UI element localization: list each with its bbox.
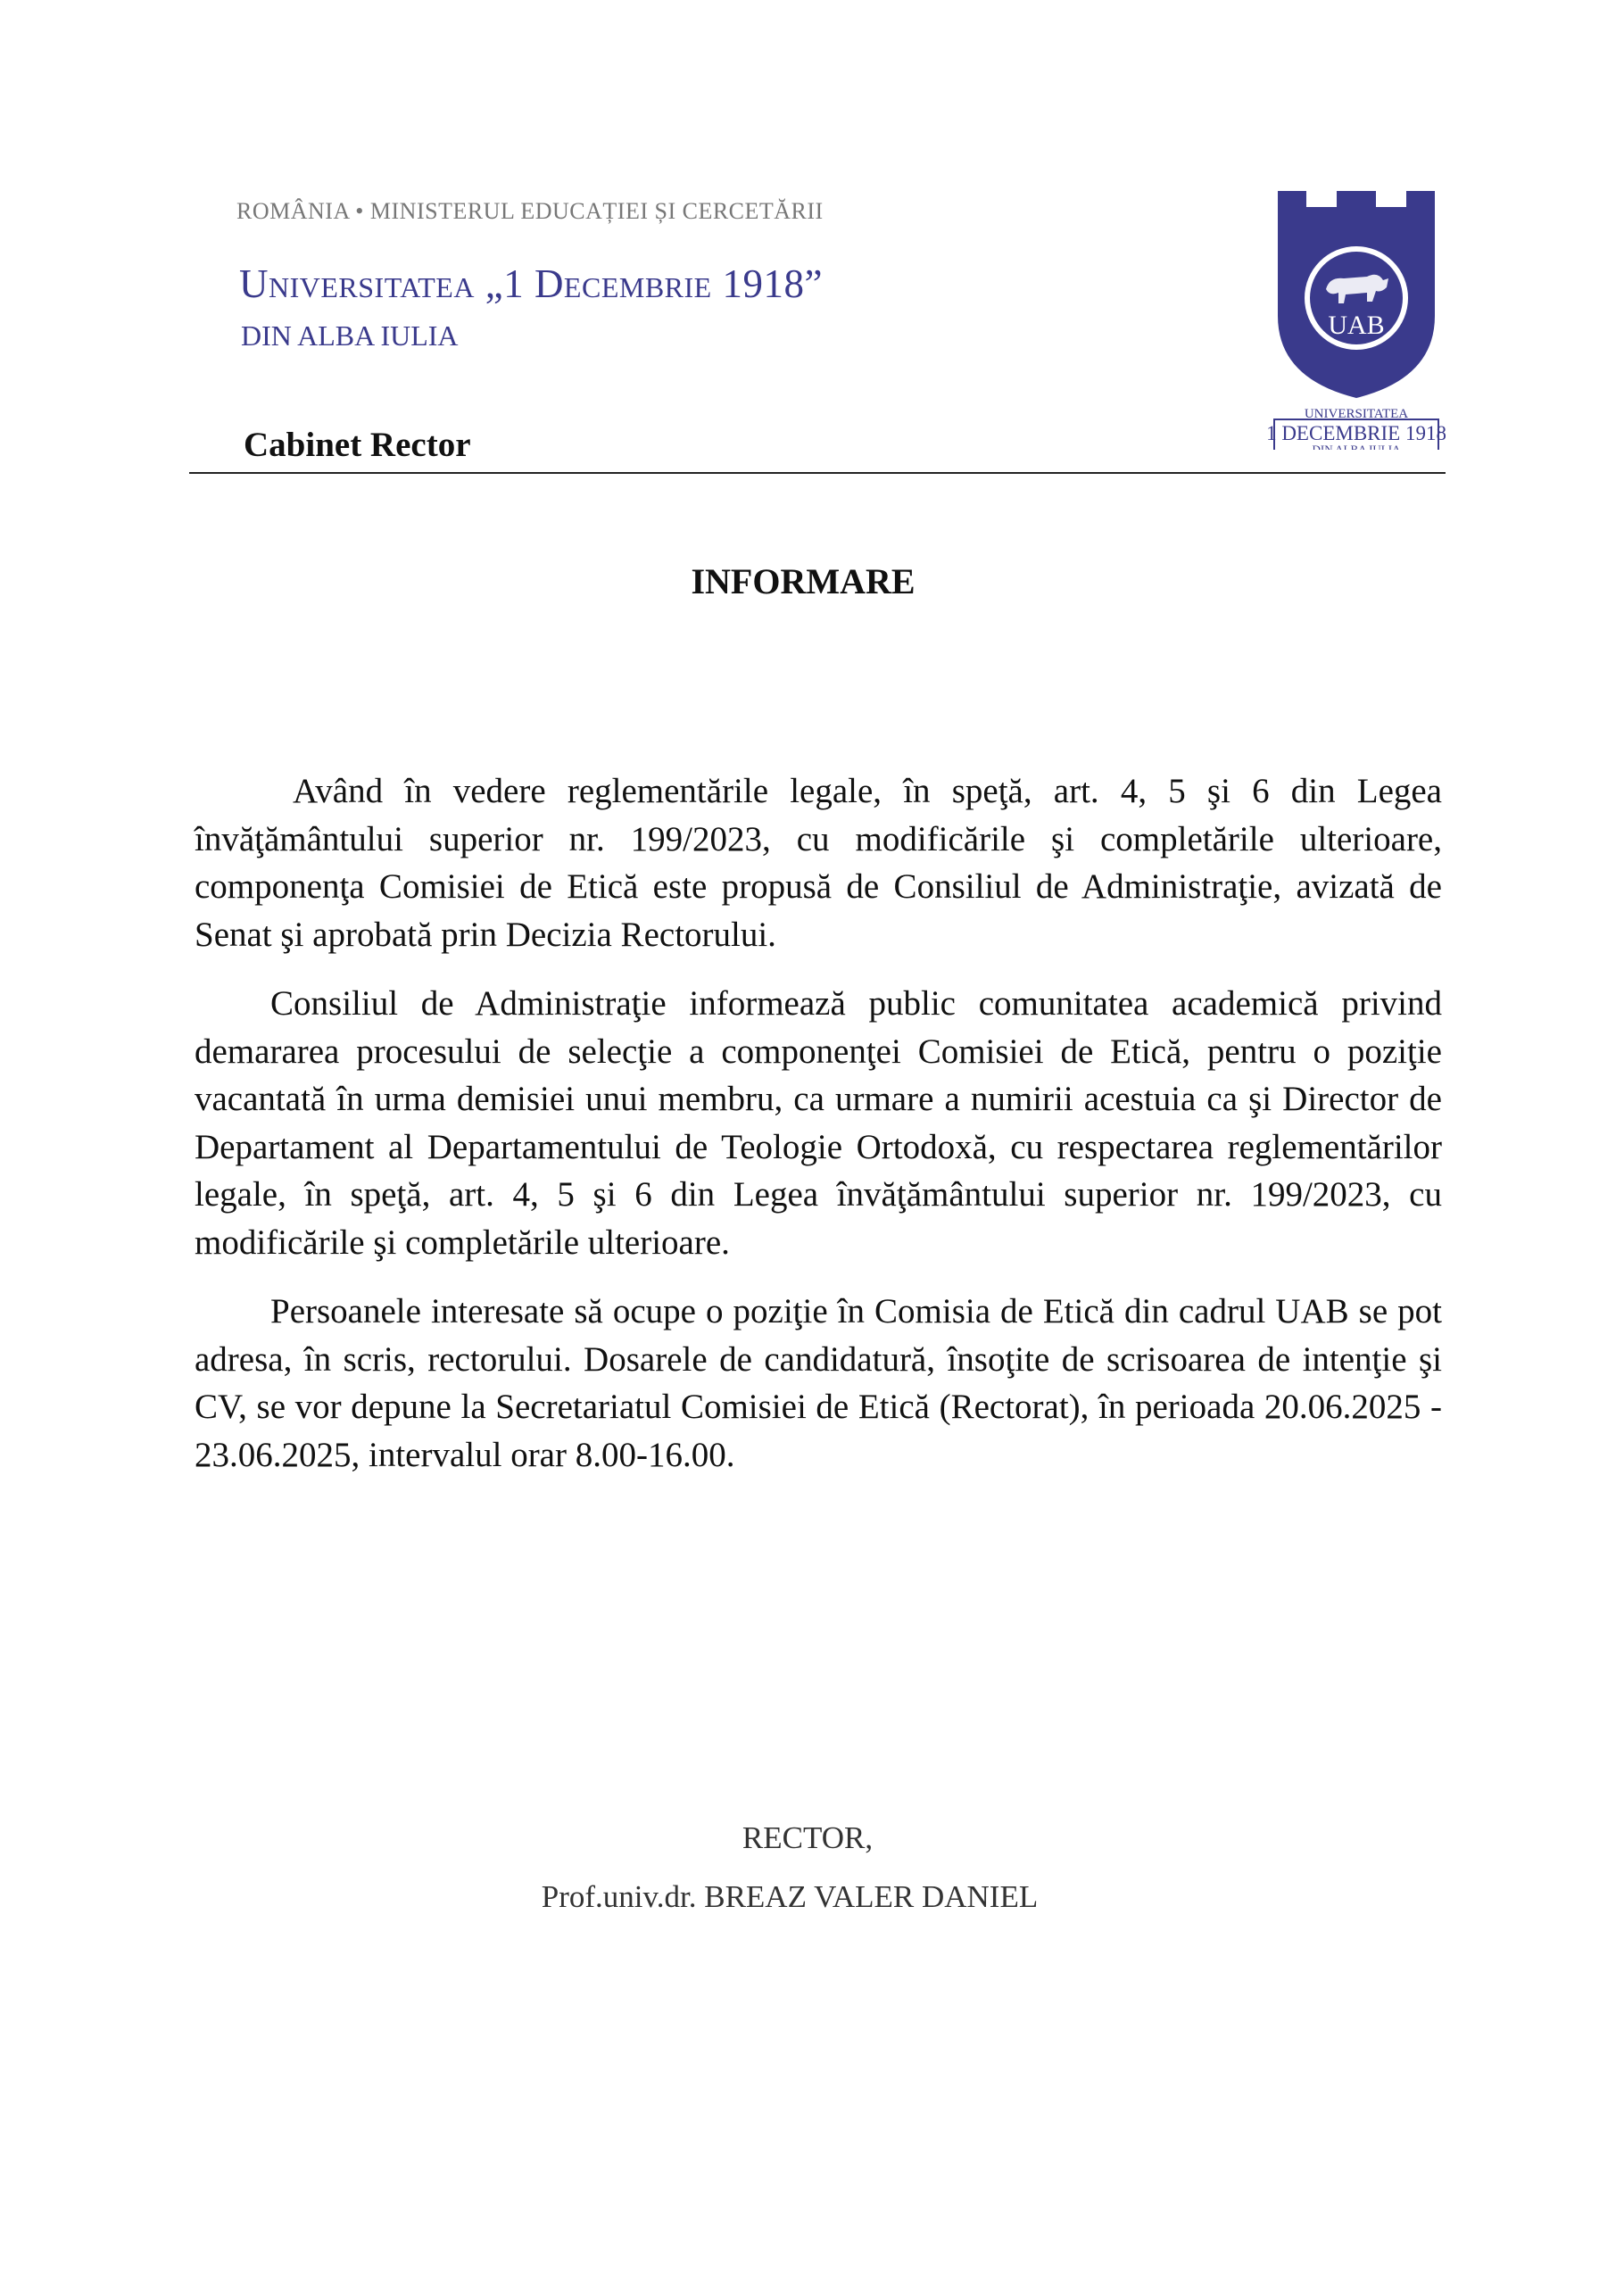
svg-text:1 DECEMBRIE 1918: 1 DECEMBRIE 1918: [1267, 422, 1446, 444]
paragraph-2: Consiliul de Administraţie informează public comunitatea academică privind demararea procesului de selecţie a componenţei Comisiei de Etică, pentru o poziţie vacantată în urma demisiei unui membru, ca urmare a numirii acestuia ca şi Director de Departament al Departamentului de Teologie Ortodoxă, cu respectarea reglementărilor legale, în speţă, art. 4, 5 şi 6 din Legea învăţământului superior nr. 199/2023, cu modificările şi completările ulterioare.: [195, 984, 1442, 1262]
svg-text:UAB: UAB: [1328, 311, 1385, 340]
signature-name: Prof.univ.dr. BREAZ VALER DANIEL: [541, 1879, 1039, 1914]
svg-text:DIN ALBA IULIA: DIN ALBA IULIA: [1312, 443, 1401, 450]
university-logo: [1267, 191, 1446, 450]
university-city: DIN ALBA IULIA: [241, 319, 459, 352]
signature-block: [0, 1820, 1606, 1915]
svg-text:UNIVERSITATEA: UNIVERSITATEA: [1304, 407, 1409, 421]
ministry-header: ROMÂNIA • MINISTERUL EDUCAȚIEI ȘI CERCETĂRII: [236, 198, 824, 224]
paragraph-3: Persoanele interesate să ocupe o poziţie în Comisia de Etică din cadrul UAB se pot adresa, în scris, rectorului. Dosarele de candidatură, însoţite de scrisoarea de intenţie şi CV, se vor depune la Secretariatul Comisiei de Etică (Rectorat), în perioada 20.06.2025 - 23.06.2025, intervalul orar 8.00-16.00.: [195, 1292, 1442, 1474]
document-title: INFORMARE: [691, 561, 916, 601]
department-name: Cabinet Rector: [244, 426, 471, 464]
paragraph-1: Având în vedere reglementările legale, în speţă, art. 4, 5 şi 6 din Legea învăţământului superior nr. 199/2023, cu modificările şi completările ulterioare, componenţa Comisiei de Etică este propusă de Consiliul de Administraţie, avizată de Senat şi aprobată prin Decizia Rectorului.: [195, 772, 1442, 954]
signature-role: RECTOR,: [742, 1820, 874, 1855]
university-name: Universitatea „1 Decembrie 1918”: [239, 261, 823, 306]
document-body: [195, 767, 1442, 1500]
university-crest-icon: [1267, 191, 1446, 450]
header-divider: [189, 472, 1446, 474]
